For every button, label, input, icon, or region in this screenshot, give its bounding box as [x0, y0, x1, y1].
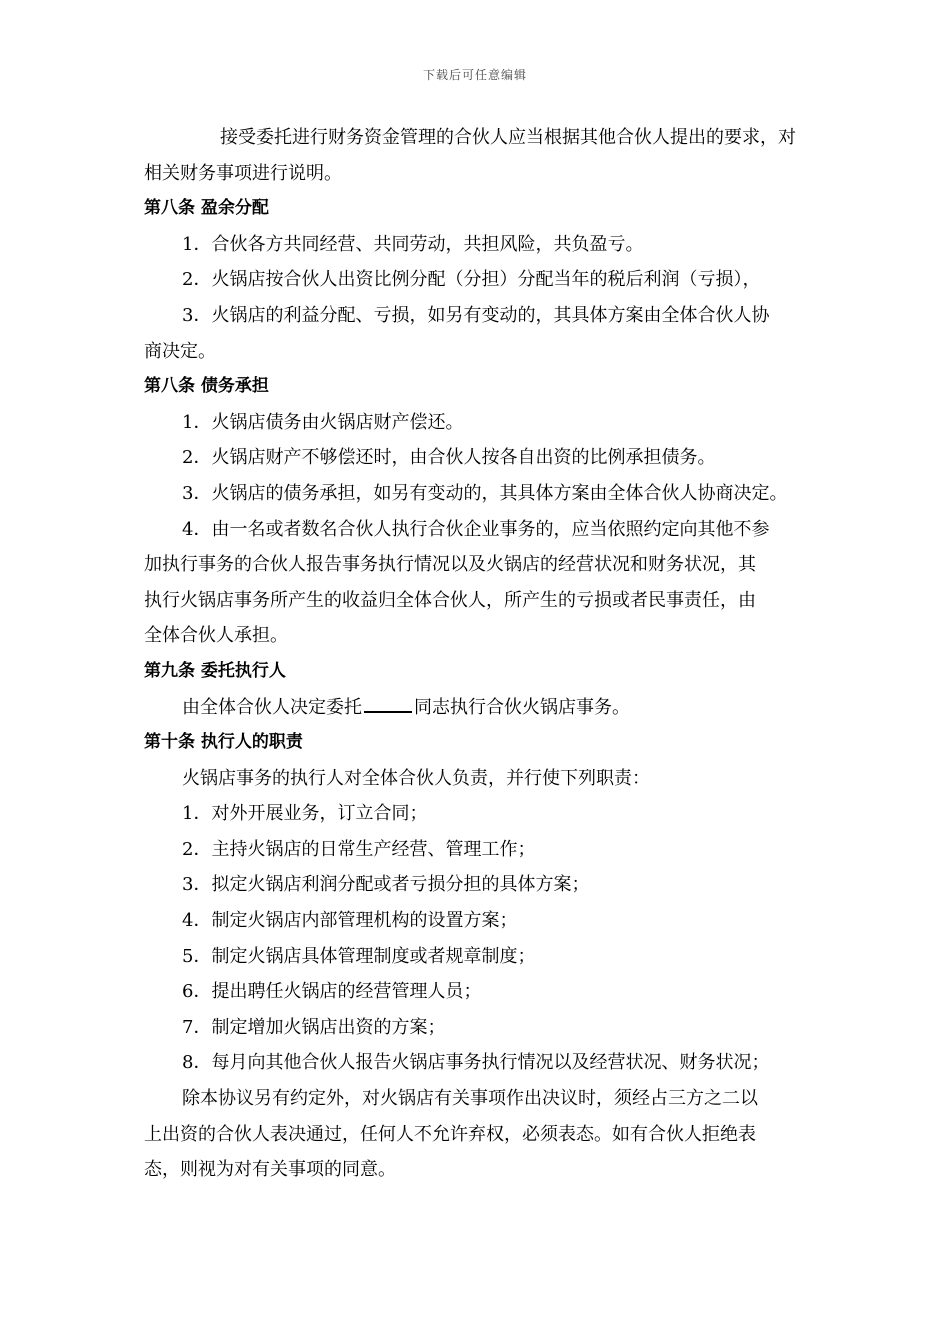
list-item: 2．火锅店财产不够偿还时，由合伙人按各自出资的比例承担债务。	[182, 447, 716, 469]
text-segment: 由全体合伙人决定委托	[182, 696, 362, 718]
section-heading-executor: 第九条 委托执行人	[144, 660, 286, 681]
list-item: 5．制定火锅店具体管理制度或者规章制度；	[182, 945, 536, 967]
text-segment: 同志执行合伙火锅店事务。	[414, 696, 630, 718]
list-item-continuation: 商决定。	[144, 340, 216, 362]
list-item: 3．火锅店的债务承担，如另有变动的，其具体方案由全体合伙人协商决定。	[182, 482, 788, 504]
paragraph-line-with-blank	[144, 690, 824, 726]
list-item-continuation: 全体合伙人承担。	[144, 625, 288, 647]
list-item: 7．制定增加火锅店出资的方案；	[182, 1016, 446, 1038]
page-header: 下载后可任意编辑	[422, 68, 527, 82]
list-item: 1．火锅店债务由火锅店财产偿还。	[182, 411, 464, 433]
document-body	[144, 120, 824, 1188]
list-item: 4．制定火锅店内部管理机构的设置方案；	[182, 910, 518, 932]
paragraph-line: 火锅店事务的执行人对全体合伙人负责，并行使下列职责：	[182, 767, 650, 789]
list-item: 3．火锅店的利益分配、亏损，如另有变动的，其具体方案由全体合伙人协	[182, 304, 770, 326]
list-item: 2．主持火锅店的日常生产经营、管理工作；	[182, 838, 536, 860]
paragraph-line: 相关财务事项进行说明。	[144, 162, 342, 184]
paragraph-line: 上出资的合伙人表决通过，任何人不允许弃权，必须表态。如有合伙人拒绝表	[144, 1123, 756, 1145]
paragraph-line: 接受委托进行财务资金管理的合伙人应当根据其他合伙人提出的要求，对	[220, 127, 796, 148]
list-item: 1．合伙各方共同经营、共同劳动，共担风险，共负盈亏。	[182, 233, 644, 255]
list-item: 2．火锅店按合伙人出资比例分配（分担）分配当年的税后利润（亏损），	[182, 269, 761, 291]
list-item: 1．对外开展业务，订立合同；	[182, 803, 428, 825]
section-heading-profit-distribution: 第八条 盈余分配	[144, 198, 269, 219]
list-item: 8．每月向其他合伙人报告火锅店事务执行情况以及经营状况、财务状况；	[182, 1052, 770, 1074]
paragraph-line: 态，则视为对有关事项的同意。	[144, 1159, 396, 1181]
list-item: 4．由一名或者数名合伙人执行合伙企业事务的，应当依照约定向其他不参	[182, 518, 770, 540]
list-item-continuation: 执行火锅店事务所产生的收益归全体合伙人，所产生的亏损或者民事责任，由	[144, 589, 756, 611]
section-heading-duties: 第十条 执行人的职责	[144, 732, 303, 753]
section-heading-debt: 第八条 债务承担	[144, 376, 269, 397]
paragraph-line: 除本协议另有约定外，对火锅店有关事项作出决议时，须经占三方之二以	[182, 1088, 758, 1110]
fill-in-blank	[364, 694, 412, 713]
list-item: 3．拟定火锅店利润分配或者亏损分担的具体方案；	[182, 874, 590, 896]
list-item: 6．提出聘任火锅店的经营管理人员；	[182, 981, 482, 1003]
list-item-continuation: 加执行事务的合伙人报告事务执行情况以及火锅店的经营状况和财务状况，其	[144, 554, 756, 576]
